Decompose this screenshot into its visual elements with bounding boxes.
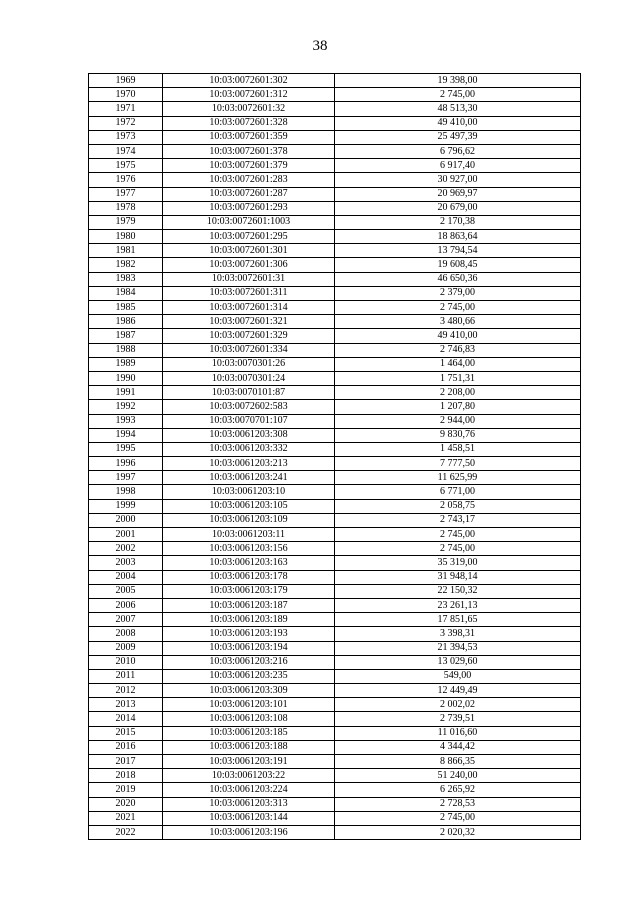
row-number-cell: 2002 <box>89 542 163 556</box>
table-row <box>89 471 581 485</box>
amount-cell: 2 728,53 <box>335 797 581 811</box>
row-number-cell: 1983 <box>89 272 163 286</box>
cadastral-number-cell: 10:03:0061203:188 <box>163 740 335 754</box>
table-row <box>89 811 581 825</box>
table-row <box>89 88 581 102</box>
amount-cell: 7 777,50 <box>335 457 581 471</box>
cadastral-number-cell: 10:03:0072601:31 <box>163 272 335 286</box>
table-row <box>89 144 581 158</box>
amount-cell: 6 265,92 <box>335 783 581 797</box>
table-row <box>89 457 581 471</box>
table-row <box>89 187 581 201</box>
table-row <box>89 428 581 442</box>
cadastral-number-cell: 10:03:0061203:241 <box>163 471 335 485</box>
amount-cell: 20 969,97 <box>335 187 581 201</box>
table-row <box>89 556 581 570</box>
amount-cell: 2 745,00 <box>335 301 581 315</box>
row-number-cell: 2022 <box>89 825 163 839</box>
amount-cell: 2 745,00 <box>335 88 581 102</box>
row-number-cell: 1997 <box>89 471 163 485</box>
table-row <box>89 613 581 627</box>
row-number-cell: 2015 <box>89 726 163 740</box>
amount-cell: 51 240,00 <box>335 769 581 783</box>
row-number-cell: 2021 <box>89 811 163 825</box>
cadastral-number-cell: 10:03:0061203:185 <box>163 726 335 740</box>
row-number-cell: 1972 <box>89 116 163 130</box>
row-number-cell: 2010 <box>89 655 163 669</box>
table-row <box>89 102 581 116</box>
row-number-cell: 1989 <box>89 357 163 371</box>
cadastral-number-cell: 10:03:0072601:301 <box>163 244 335 258</box>
table-row <box>89 669 581 683</box>
table-row <box>89 442 581 456</box>
cadastral-number-cell: 10:03:0072601:306 <box>163 258 335 272</box>
table-row <box>89 797 581 811</box>
amount-cell: 31 948,14 <box>335 570 581 584</box>
table-row <box>89 598 581 612</box>
cadastral-number-cell: 10:03:0061203:196 <box>163 825 335 839</box>
table-row <box>89 655 581 669</box>
cadastral-number-cell: 10:03:0061203:235 <box>163 669 335 683</box>
cadastral-number-cell: 10:03:0061203:308 <box>163 428 335 442</box>
table-row <box>89 244 581 258</box>
cadastral-number-cell: 10:03:0072601:283 <box>163 173 335 187</box>
cadastral-number-cell: 10:03:0072602:583 <box>163 400 335 414</box>
row-number-cell: 2006 <box>89 598 163 612</box>
table-row <box>89 698 581 712</box>
cadastral-number-cell: 10:03:0070301:24 <box>163 371 335 385</box>
cadastral-number-cell: 10:03:0072601:302 <box>163 74 335 88</box>
row-number-cell: 1985 <box>89 301 163 315</box>
row-number-cell: 1986 <box>89 315 163 329</box>
amount-cell: 21 394,53 <box>335 641 581 655</box>
amount-cell: 1 751,31 <box>335 371 581 385</box>
row-number-cell: 1979 <box>89 215 163 229</box>
row-number-cell: 1977 <box>89 187 163 201</box>
row-number-cell: 2011 <box>89 669 163 683</box>
amount-cell: 19 398,00 <box>335 74 581 88</box>
table-row <box>89 740 581 754</box>
row-number-cell: 2019 <box>89 783 163 797</box>
amount-cell: 25 497,39 <box>335 130 581 144</box>
table-row <box>89 584 581 598</box>
cadastral-number-cell: 10:03:0061203:313 <box>163 797 335 811</box>
row-number-cell: 1991 <box>89 386 163 400</box>
amount-cell: 6 917,40 <box>335 159 581 173</box>
row-number-cell: 2014 <box>89 712 163 726</box>
amount-cell: 30 927,00 <box>335 173 581 187</box>
cadastral-number-cell: 10:03:0072601:359 <box>163 130 335 144</box>
table-row <box>89 528 581 542</box>
table-row <box>89 159 581 173</box>
table-row <box>89 542 581 556</box>
table-row <box>89 315 581 329</box>
amount-cell: 2 020,32 <box>335 825 581 839</box>
amount-cell: 48 513,30 <box>335 102 581 116</box>
cadastral-number-cell: 10:03:0072601:32 <box>163 102 335 116</box>
amount-cell: 1 207,80 <box>335 400 581 414</box>
amount-cell: 49 410,00 <box>335 329 581 343</box>
amount-cell: 11 625,99 <box>335 471 581 485</box>
table-row <box>89 173 581 187</box>
amount-cell: 6 796,62 <box>335 144 581 158</box>
amount-cell: 17 851,65 <box>335 613 581 627</box>
row-number-cell: 2001 <box>89 528 163 542</box>
amount-cell: 13 029,60 <box>335 655 581 669</box>
amount-cell: 23 261,13 <box>335 598 581 612</box>
cadastral-number-cell: 10:03:0061203:189 <box>163 613 335 627</box>
cadastral-number-cell: 10:03:0072601:329 <box>163 329 335 343</box>
row-number-cell: 2009 <box>89 641 163 655</box>
row-number-cell: 1971 <box>89 102 163 116</box>
table-row <box>89 301 581 315</box>
row-number-cell: 1992 <box>89 400 163 414</box>
row-number-cell: 1973 <box>89 130 163 144</box>
table-row <box>89 130 581 144</box>
amount-cell: 2 379,00 <box>335 286 581 300</box>
table-row <box>89 116 581 130</box>
amount-cell: 2 743,17 <box>335 513 581 527</box>
amount-cell: 8 866,35 <box>335 755 581 769</box>
row-number-cell: 2020 <box>89 797 163 811</box>
cadastral-number-cell: 10:03:0070701:107 <box>163 414 335 428</box>
row-number-cell: 2012 <box>89 684 163 698</box>
table-row <box>89 414 581 428</box>
row-number-cell: 1999 <box>89 499 163 513</box>
row-number-cell: 2007 <box>89 613 163 627</box>
amount-cell: 2 944,00 <box>335 414 581 428</box>
table-row <box>89 272 581 286</box>
row-number-cell: 1969 <box>89 74 163 88</box>
amount-cell: 2 746,83 <box>335 343 581 357</box>
amount-cell: 49 410,00 <box>335 116 581 130</box>
cadastral-number-cell: 10:03:0072601:293 <box>163 201 335 215</box>
cadastral-number-cell: 10:03:0061203:11 <box>163 528 335 542</box>
row-number-cell: 1978 <box>89 201 163 215</box>
table-body <box>89 74 581 840</box>
row-number-cell: 1987 <box>89 329 163 343</box>
row-number-cell: 2005 <box>89 584 163 598</box>
row-number-cell: 2018 <box>89 769 163 783</box>
row-number-cell: 1990 <box>89 371 163 385</box>
amount-cell: 35 319,00 <box>335 556 581 570</box>
row-number-cell: 1976 <box>89 173 163 187</box>
cadastral-number-cell: 10:03:0061203:213 <box>163 457 335 471</box>
cadastral-number-cell: 10:03:0072601:287 <box>163 187 335 201</box>
row-number-cell: 2013 <box>89 698 163 712</box>
table-row <box>89 769 581 783</box>
row-number-cell: 2000 <box>89 513 163 527</box>
cadastral-number-cell: 10:03:0061203:156 <box>163 542 335 556</box>
amount-cell: 2 739,51 <box>335 712 581 726</box>
amount-cell: 9 830,76 <box>335 428 581 442</box>
amount-cell: 12 449,49 <box>335 684 581 698</box>
cadastral-number-cell: 10:03:0061203:216 <box>163 655 335 669</box>
amount-cell: 6 771,00 <box>335 485 581 499</box>
table-row <box>89 215 581 229</box>
table-row <box>89 499 581 513</box>
row-number-cell: 2016 <box>89 740 163 754</box>
row-number-cell: 1996 <box>89 457 163 471</box>
cadastral-number-cell: 10:03:0061203:105 <box>163 499 335 513</box>
row-number-cell: 1980 <box>89 230 163 244</box>
cadastral-number-cell: 10:03:0061203:224 <box>163 783 335 797</box>
amount-cell: 2 002,02 <box>335 698 581 712</box>
row-number-cell: 1993 <box>89 414 163 428</box>
cadastral-number-cell: 10:03:0061203:191 <box>163 755 335 769</box>
cadastral-number-cell: 10:03:0072601:314 <box>163 301 335 315</box>
cadastral-number-cell: 10:03:0061203:179 <box>163 584 335 598</box>
amount-cell: 549,00 <box>335 669 581 683</box>
table-row <box>89 329 581 343</box>
amount-cell: 2 745,00 <box>335 528 581 542</box>
table-row <box>89 258 581 272</box>
row-number-cell: 1988 <box>89 343 163 357</box>
table-row <box>89 755 581 769</box>
table-row <box>89 712 581 726</box>
table-row <box>89 386 581 400</box>
amount-cell: 2 745,00 <box>335 811 581 825</box>
amount-cell: 13 794,54 <box>335 244 581 258</box>
cadastral-number-cell: 10:03:0061203:10 <box>163 485 335 499</box>
amount-cell: 19 608,45 <box>335 258 581 272</box>
amount-cell: 2 208,00 <box>335 386 581 400</box>
cadastral-number-cell: 10:03:0072601:312 <box>163 88 335 102</box>
row-number-cell: 1994 <box>89 428 163 442</box>
row-number-cell: 1975 <box>89 159 163 173</box>
row-number-cell: 1981 <box>89 244 163 258</box>
row-number-cell: 2004 <box>89 570 163 584</box>
amount-cell: 11 016,60 <box>335 726 581 740</box>
page-number: 38 <box>312 38 328 54</box>
cadastral-number-cell: 10:03:0072601:334 <box>163 343 335 357</box>
table-row <box>89 343 581 357</box>
cadastral-number-cell: 10:03:0072601:295 <box>163 230 335 244</box>
cadastral-number-cell: 10:03:0072601:1003 <box>163 215 335 229</box>
table-row <box>89 513 581 527</box>
cadastral-number-cell: 10:03:0061203:144 <box>163 811 335 825</box>
amount-cell: 4 344,42 <box>335 740 581 754</box>
table-row <box>89 286 581 300</box>
row-number-cell: 1982 <box>89 258 163 272</box>
amount-cell: 20 679,00 <box>335 201 581 215</box>
cadastral-number-cell: 10:03:0072601:378 <box>163 144 335 158</box>
amount-cell: 2 170,38 <box>335 215 581 229</box>
row-number-cell: 2008 <box>89 627 163 641</box>
cadastral-number-cell: 10:03:0061203:109 <box>163 513 335 527</box>
cadastral-number-cell: 10:03:0061203:163 <box>163 556 335 570</box>
row-number-cell: 1974 <box>89 144 163 158</box>
table-row <box>89 627 581 641</box>
cadastral-number-cell: 10:03:0072601:321 <box>163 315 335 329</box>
table-row <box>89 74 581 88</box>
amount-cell: 1 464,00 <box>335 357 581 371</box>
cadastral-number-cell: 10:03:0061203:194 <box>163 641 335 655</box>
table-row <box>89 726 581 740</box>
row-number-cell: 1970 <box>89 88 163 102</box>
cadastral-number-cell: 10:03:0061203:178 <box>163 570 335 584</box>
table-row <box>89 357 581 371</box>
amount-cell: 46 650,36 <box>335 272 581 286</box>
cadastral-number-cell: 10:03:0061203:332 <box>163 442 335 456</box>
table-row <box>89 570 581 584</box>
cadastral-number-cell: 10:03:0061203:101 <box>163 698 335 712</box>
data-table <box>88 73 581 840</box>
cadastral-number-cell: 10:03:0072601:328 <box>163 116 335 130</box>
cadastral-number-cell: 10:03:0072601:379 <box>163 159 335 173</box>
row-number-cell: 1984 <box>89 286 163 300</box>
row-number-cell: 1995 <box>89 442 163 456</box>
table-row <box>89 400 581 414</box>
table-row <box>89 825 581 839</box>
table-row <box>89 641 581 655</box>
table-row <box>89 371 581 385</box>
cadastral-number-cell: 10:03:0070301:26 <box>163 357 335 371</box>
row-number-cell: 1998 <box>89 485 163 499</box>
row-number-cell: 2003 <box>89 556 163 570</box>
amount-cell: 3 480,66 <box>335 315 581 329</box>
table-row <box>89 201 581 215</box>
cadastral-number-cell: 10:03:0061203:22 <box>163 769 335 783</box>
table-row <box>89 485 581 499</box>
table-row <box>89 684 581 698</box>
cadastral-number-cell: 10:03:0061203:187 <box>163 598 335 612</box>
amount-cell: 2 745,00 <box>335 542 581 556</box>
amount-cell: 2 058,75 <box>335 499 581 513</box>
cadastral-number-cell: 10:03:0061203:108 <box>163 712 335 726</box>
amount-cell: 1 458,51 <box>335 442 581 456</box>
row-number-cell: 2017 <box>89 755 163 769</box>
amount-cell: 18 863,64 <box>335 230 581 244</box>
amount-cell: 3 398,31 <box>335 627 581 641</box>
cadastral-number-cell: 10:03:0072601:311 <box>163 286 335 300</box>
cadastral-number-cell: 10:03:0061203:309 <box>163 684 335 698</box>
cadastral-number-cell: 10:03:0061203:193 <box>163 627 335 641</box>
cadastral-number-cell: 10:03:0070101:87 <box>163 386 335 400</box>
amount-cell: 22 150,32 <box>335 584 581 598</box>
table-row <box>89 230 581 244</box>
table-row <box>89 783 581 797</box>
